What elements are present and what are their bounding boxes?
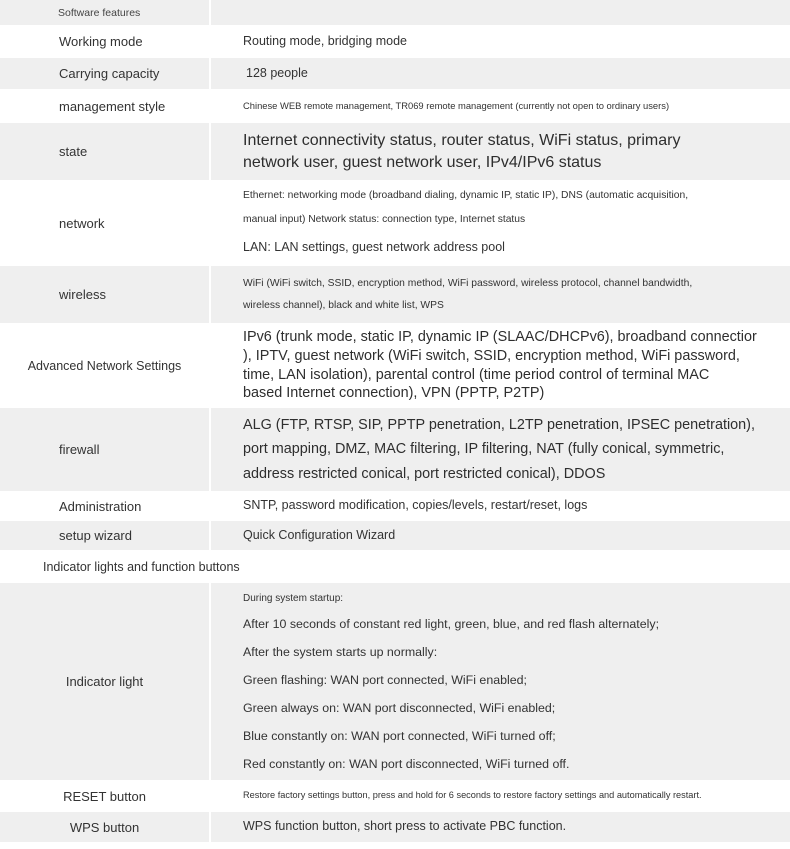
row-label: Administration <box>59 498 142 514</box>
row-value: Quick Configuration Wizard <box>209 521 790 550</box>
row-label: Carrying capacity <box>59 66 160 81</box>
table-row <box>0 58 790 90</box>
section-title: Indicator lights and function buttons <box>43 559 240 574</box>
table-row <box>0 492 790 521</box>
indicator-section-header <box>0 551 790 583</box>
row-label: wireless <box>59 287 106 302</box>
row-label: management style <box>59 98 166 114</box>
table-row <box>0 26 790 58</box>
row-value: During system startup: After 10 seconds of constant red light, green, blue, and red flash alternately; After the system starts up normally: Green flashing: WAN port connected, WiFi enabled; Green always on: WAN port disconnected, WiFi enabled; Blue constantly on: WAN port connected, WiFi turned off; Red constantly on: WAN port disconnected, WiFi turned off. <box>209 583 790 780</box>
table-row <box>0 90 790 123</box>
row-value: Internet connectivity status, router status, WiFi status, primary network user, guest network user, IPv4/IPv6 status <box>209 123 790 180</box>
row-value: IPv6 (trunk mode, static IP, dynamic IP (SLAAC/DHCPv6), broadband connectior ), IPTV, guest network (WiFi switch, SSID, encryption method, WiFi password, time, LAN isolation), parental control (time period control of terminal MAC based Internet connection), VPN (PPTP, P2TP) <box>209 324 790 407</box>
row-label: WPS button <box>69 819 140 835</box>
row-label: RESET button <box>63 788 146 804</box>
software-features-header <box>0 0 790 26</box>
table-row <box>0 521 790 551</box>
table-row <box>0 324 790 408</box>
row-label: Indicator light <box>65 674 144 689</box>
table-row <box>0 583 790 781</box>
row-label: network <box>59 215 105 231</box>
row-label: Advanced Network Settings <box>27 358 182 373</box>
row-value: Routing mode, bridging mode <box>209 26 790 57</box>
table-row <box>0 408 790 492</box>
row-label: setup wizard <box>59 528 132 543</box>
row-label: firewall <box>59 442 100 457</box>
row-value: SNTP, password modification, copies/levels, restart/reset, logs <box>209 492 790 520</box>
row-label: Working mode <box>59 34 143 49</box>
table-row <box>0 781 790 812</box>
row-value: ALG (FTP, RTSP, SIP, PPTP penetration, L2TP penetration, IPSEC penetration), port mapping, DMZ, MAC filtering, IP filtering, NAT (fully conical, symmetric, address restricted conical, port restricted conical), DDOS <box>209 408 790 491</box>
row-value: 128 people <box>209 58 790 89</box>
table-row <box>0 266 790 324</box>
row-value: WiFi (WiFi switch, SSID, encryption method, WiFi password, wireless protocol, channel bandwidth, wireless channel), black and white list, WPS <box>209 266 790 323</box>
table-row <box>0 123 790 181</box>
row-value: Chinese WEB remote management, TR069 remote management (currently not open to ordinary users) <box>209 90 790 122</box>
section-title: Software features <box>58 6 141 19</box>
row-value: WPS function button, short press to activate PBC function. <box>209 812 790 842</box>
row-label: state <box>59 144 88 159</box>
table-row <box>0 181 790 266</box>
table-row <box>0 812 790 843</box>
row-value: Restore factory settings button, press and hold for 6 seconds to restore factory settings and automatically restart. <box>209 781 790 811</box>
row-value: Ethernet: networking mode (broadband dialing, dynamic IP, static IP), DNS (automatic acquisition, manual input) Network status: connection type, Internet status LAN: LAN settings, guest network address pool <box>209 181 790 265</box>
